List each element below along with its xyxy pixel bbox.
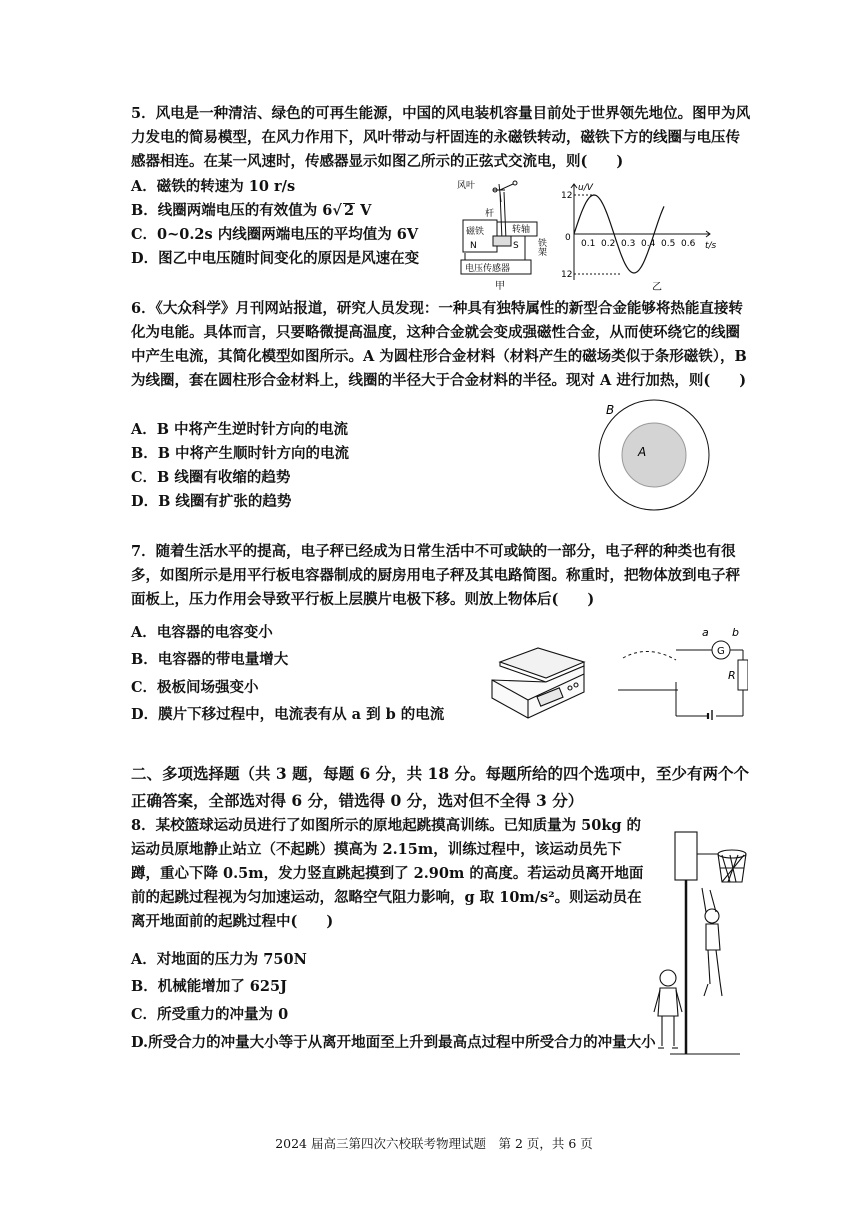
label-frame: 铁架 <box>536 238 546 256</box>
graph-ymax: 12 <box>561 191 573 201</box>
q7-option-a: A．电容器的电容变小 <box>131 624 273 641</box>
graph-xlabel: t/s <box>705 241 717 251</box>
label-blade: 风叶 <box>457 181 476 191</box>
q8-option-b: B．机械能增加了 625J <box>131 978 287 995</box>
resistor-label: R <box>728 669 736 682</box>
label-n: N <box>470 241 477 251</box>
caption-jia: 甲 <box>495 281 505 290</box>
graph-ymin: 12 <box>561 270 573 280</box>
q5-option-b-radicand: 2 <box>343 202 355 219</box>
circuit-label-b: b <box>732 626 739 639</box>
q6-option-a: A．B 中将产生逆时针方向的电流 <box>131 421 349 438</box>
tick-5: 0.6 <box>681 239 696 249</box>
label-sensor: 电压传感器 <box>465 264 511 274</box>
q7-circuit-figure <box>618 622 748 720</box>
q7-stem: 7．随着生活水平的提高，电子秤已经成为日常生活中不可或缺的一部分，电子秤的种类也有很多，如图所示是用平行板电容器制成的厨房用电子秤及其电路简图。称重时，把物体放到电子秤面板上，压力作用会导致平行板上层膜片电极下移。则放上物体后( ) <box>131 543 740 608</box>
sqrt-symbol: √ <box>332 202 342 219</box>
alloy-a-circle <box>622 423 686 487</box>
circuit-label-a: a <box>702 626 709 639</box>
backboard <box>675 832 697 880</box>
q6-figure <box>598 398 723 516</box>
q5-option-d: D．图乙中电压随时间变化的原因是风速在变 <box>131 250 420 267</box>
tick-1: 0.2 <box>601 239 616 249</box>
tick-0: 0.1 <box>581 239 596 249</box>
q6-stem: 6．《大众科学》月刊网站报道，研究人员发现：一种具有独特属性的新型合金能够将热能直接转化为电能。具体而言，只要略微提高温度，这种合金就会变成强磁性合金，从而使环绕它的线圈中产生电流，其简化模型如图所示。A 为圆柱形合金材料（材料产生的磁场类似于条形磁铁），B 为线圈，套在圆柱形合金材料上，线圈的半径大于合金材料的半径。现对 A 进行加热，则( ) <box>131 300 747 389</box>
q6-option-c: C．B 线圈有收缩的趋势 <box>131 469 291 486</box>
q5-option-b <box>131 199 371 223</box>
q8-stem: 8．某校篮球运动员进行了如图所示的原地起跳摸高训练。已知质量为 50kg 的运动员原地静止站立（不起跳）摸高为 2.15m，训练过程中，该运动员先下蹲，重心下降 0.5m，发力竖直跳起摸到了 2.90m 的高度。若运动员离开地面前的起跳过程视为匀加速运动，忽略空气阻力影响，g 取 10m/s²。则运动员在离开地面前的起跳过程中( ) <box>131 817 644 930</box>
caption-yi: 乙 <box>652 282 662 292</box>
q5-option-a: A．磁铁的转速为 10 r/s <box>131 178 296 195</box>
tick-2: 0.3 <box>621 239 636 249</box>
label-rod: 杆 <box>485 209 495 219</box>
q7-option-c: C．极板间场强变小 <box>131 679 259 696</box>
q5-stem: 5．风电是一种清洁、绿色的可再生能源，中国的风电装机容量目前处于世界领先地位。图甲为风力发电的简易模型，在风力作用下，风叶带动与杆固连的永磁铁转动，磁铁下方的线圈与电压传感器相连。在某一风速时，传感器显示如图乙所示的正弦式交流电，则( ) <box>131 105 751 170</box>
q8-option-a: A．对地面的压力为 750N <box>131 951 307 968</box>
tick-3: 0.4 <box>641 239 656 249</box>
q6-option-b: B．B 中将产生顺时针方向的电流 <box>131 445 350 462</box>
graph-origin: 0 <box>565 233 571 243</box>
q7-option-b: B．电容器的带电量增大 <box>131 651 289 668</box>
label-b: B <box>606 403 615 417</box>
q5-figure-yi <box>560 180 730 292</box>
q7-option-d: D．膜片下移过程中，电流表有从 a 到 b 的电流 <box>131 706 445 723</box>
q8-option-d: D.所受合力的冲量大小等于从离开地面至上升到最高点过程中所受合力的冲量大小 <box>131 1034 656 1051</box>
label-a: A <box>638 445 647 459</box>
q7-scale-figure <box>488 640 588 722</box>
q5-option-b-pre: B．线圈两端电压的有效值为 6 <box>131 202 333 219</box>
graph-ylabel: u/V <box>578 183 593 193</box>
section-2-heading: 二、多项选择题（共 3 题，每题 6 分，共 18 分。每题所给的四个选项中，至少有两个个正确答案，全部选对得 6 分，错选得 0 分，选对但不全得 3 分） <box>131 764 750 810</box>
label-magnet: 磁铁 <box>466 227 485 237</box>
page-footer: 2024 届高三第四次六校联考物理试题 第 2 页，共 6 页 <box>275 1136 593 1151</box>
q8-option-c: C．所受重力的冲量为 0 <box>131 1006 289 1023</box>
tick-4: 0.5 <box>661 239 676 249</box>
q5-figure-jia <box>455 178 560 290</box>
q6-option-d: D．B 线圈有扩张的趋势 <box>131 493 292 510</box>
q5-option-b-post: V <box>355 202 372 219</box>
q5-option-c: C．0~0.2s 内线圈两端电压的平均值为 6V <box>131 226 419 243</box>
q8-figure <box>650 828 760 1058</box>
galvanometer-label: G <box>717 646 725 657</box>
label-s: S <box>513 241 519 251</box>
label-bearing: 转轴 <box>512 225 531 235</box>
